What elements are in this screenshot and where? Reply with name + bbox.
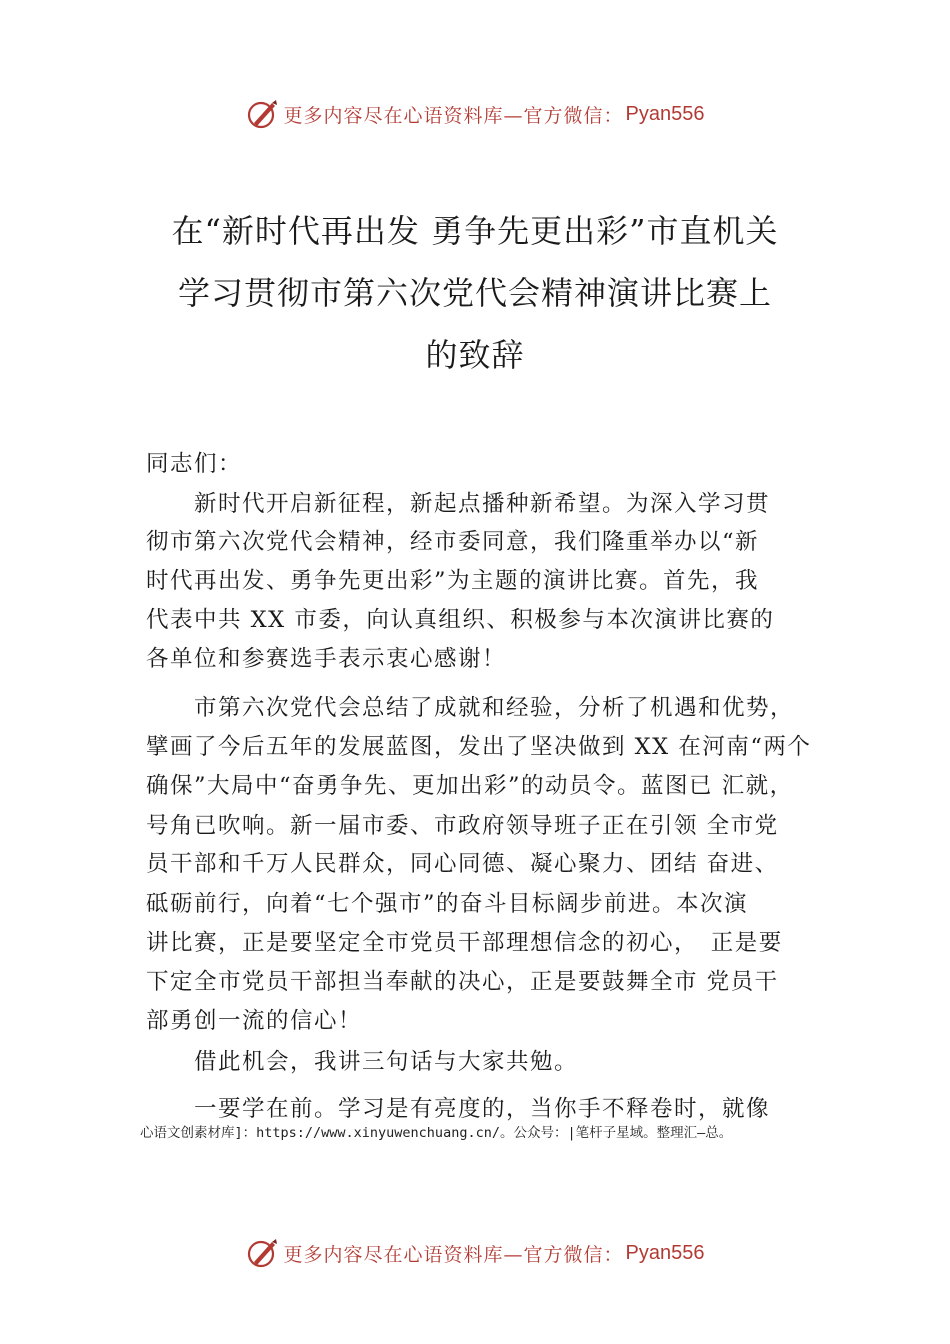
header-banner xyxy=(0,94,950,134)
body-line: 一要学在前。学习是有亮度的，当你手不释卷时，就像 xyxy=(146,1096,771,1122)
body-line: 同志们： xyxy=(146,451,243,477)
body-line: 彻市第六次党代会精神，经市委同意，我们隆重举办以“新 xyxy=(146,529,760,555)
footer-banner xyxy=(0,1233,950,1273)
body-line: 市第六次党代会总结了成就和经验，分析了机遇和优势， xyxy=(146,695,795,721)
body-line: 砥砺前行，向着“七个强市”的奋斗目标阔步前进。本次演 xyxy=(146,891,749,917)
body-line: 部勇创一流的信心！ xyxy=(146,1008,363,1034)
body-line: 号角已吹响。新一届市委、市政府领导班子正在引领 全市党 xyxy=(146,813,779,839)
banner-wechat-id: Pyan556 xyxy=(625,102,705,125)
pen-logo-icon xyxy=(246,97,280,131)
body-line: 借此机会，我讲三句话与大家共勉。 xyxy=(146,1049,579,1075)
title-line: 学习贯彻市第六次党代会精神演讲比赛上 xyxy=(177,274,772,312)
body-line: 擘画了今后五年的发展蓝图，发出了坚决做到 XX 在河南“两个 xyxy=(146,734,812,760)
body-line: 时代再出发、勇争先更出彩”为主题的演讲比赛。首先，我 xyxy=(146,568,760,594)
title-line: 的致辞 xyxy=(425,336,525,374)
body-line: 代表中共 XX 市委，向认真组织、积极参与本次演讲比赛的 xyxy=(146,607,775,633)
body-line: 员干部和千万人民群众，同心同德、凝心聚力、团结 奋进、 xyxy=(146,851,779,877)
banner-text: 更多内容尽在心语资料库—官方微信： xyxy=(283,104,624,127)
body-line: 各单位和参赛选手表示衷心感谢！ xyxy=(146,646,507,672)
pen-logo-icon xyxy=(246,1236,280,1270)
body-line: 讲比赛，正是要坚定全市党员干部理想信念的初心， 正是要 xyxy=(146,930,783,956)
document-title xyxy=(100,200,850,386)
body-line: 新时代开启新征程，新起点播种新希望。为深入学习贯 xyxy=(146,491,771,517)
footer-note: 心语文创素材库]：https://www.xinyuwenchuang.cn/。公众号：|笔杆子星域。整理汇—总。 xyxy=(140,1125,733,1141)
body-line: 确保”大局中“奋勇争先、更加出彩”的动员令。蓝图已 汇就， xyxy=(146,773,794,799)
title-line: 在“新时代再出发 勇争先更出彩”市直机关 xyxy=(171,212,779,250)
body-line: 下定全市党员干部担当奉献的决心，正是要鼓舞全市 党员干 xyxy=(146,969,779,995)
banner-text: 更多内容尽在心语资料库—官方微信： xyxy=(283,1243,624,1266)
banner-wechat-id: Pyan556 xyxy=(625,1241,705,1264)
